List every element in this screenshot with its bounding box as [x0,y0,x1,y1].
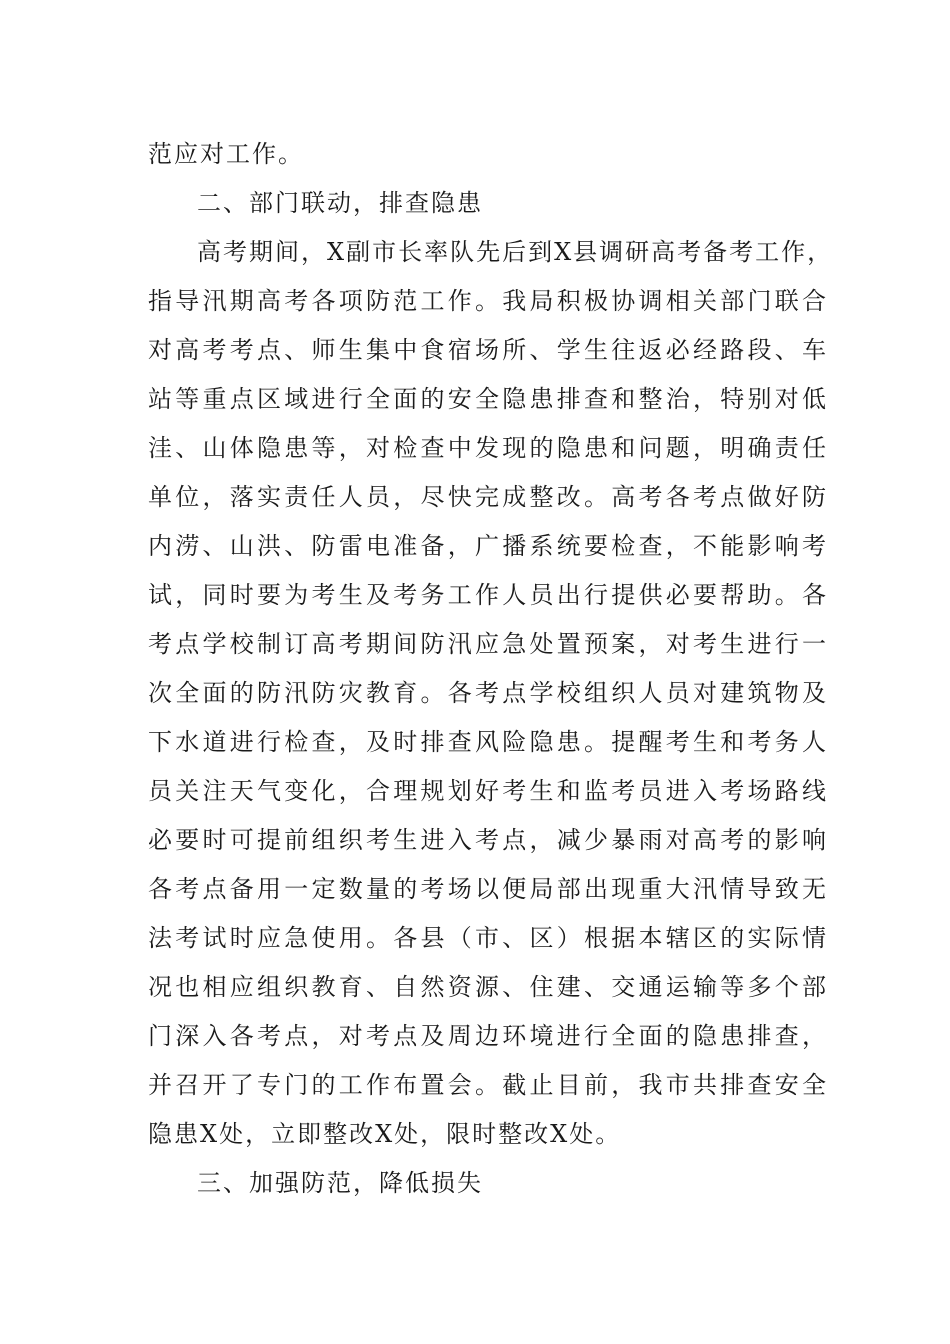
paragraph-line: 并召开了专门的工作布置会。截止目前，我市共排查安全 [148,1071,828,1099]
paragraph-line: 下水道进行检查，及时排查风险隐患。提醒考生和考务人 [148,728,828,756]
paragraph-line: 高考期间，X副市长率队先后到X县调研高考备考工作， [197,238,834,266]
paragraph-line: 试，同时要为考生及考务工作人员出行提供必要帮助。各 [148,581,828,609]
paragraph-line: 门深入各考点，对考点及周边环境进行全面的隐患排查， [148,1022,828,1050]
paragraph-line: 单位，落实责任人员，尽快完成整改。高考各考点做好防 [148,483,828,511]
paragraph-line: 考点学校制订高考期间防汛应急处置预案，对考生进行一 [148,630,828,658]
section-heading-3: 三、加强防范，降低损失 [197,1169,483,1197]
paragraph-line: 内涝、山洪、防雷电准备，广播系统要检查，不能影响考 [148,532,828,560]
lead-line: 范应对工作。 [148,140,304,168]
document-body [148,130,834,1208]
paragraph-line: 洼、山体隐患等，对检查中发现的隐患和问题，明确责任 [148,434,828,462]
paragraph-line: 对高考考点、师生集中食宿场所、学生往返必经路段、车 [148,336,828,364]
paragraph-line: 次全面的防汛防灾教育。各考点学校组织人员对建筑物及 [148,679,828,707]
paragraph-line: 况也相应组织教育、自然资源、住建、交通运输等多个部 [148,973,828,1001]
paragraph-line: 站等重点区域进行全面的安全隐患排查和整治，特别对低 [148,385,828,413]
paragraph-line: 法考试时应急使用。各县（市、区）根据本辖区的实际情 [148,924,828,952]
paragraph-line: 员关注天气变化，合理规划好考生和监考员进入考场路线 [148,777,828,805]
paragraph [148,228,834,1159]
paragraph-line: 隐患X处，立即整改X处，限时整改X处。 [148,1120,622,1148]
paragraph-line: 各考点备用一定数量的考场以便局部出现重大汛情导致无 [148,875,828,903]
paragraph-line: 指导汛期高考各项防范工作。我局积极协调相关部门联合 [148,287,828,315]
section-heading-2: 二、部门联动，排查隐患 [197,189,483,217]
paragraph-line: 必要时可提前组织考生进入考点，减少暴雨对高考的影响 [148,826,828,854]
